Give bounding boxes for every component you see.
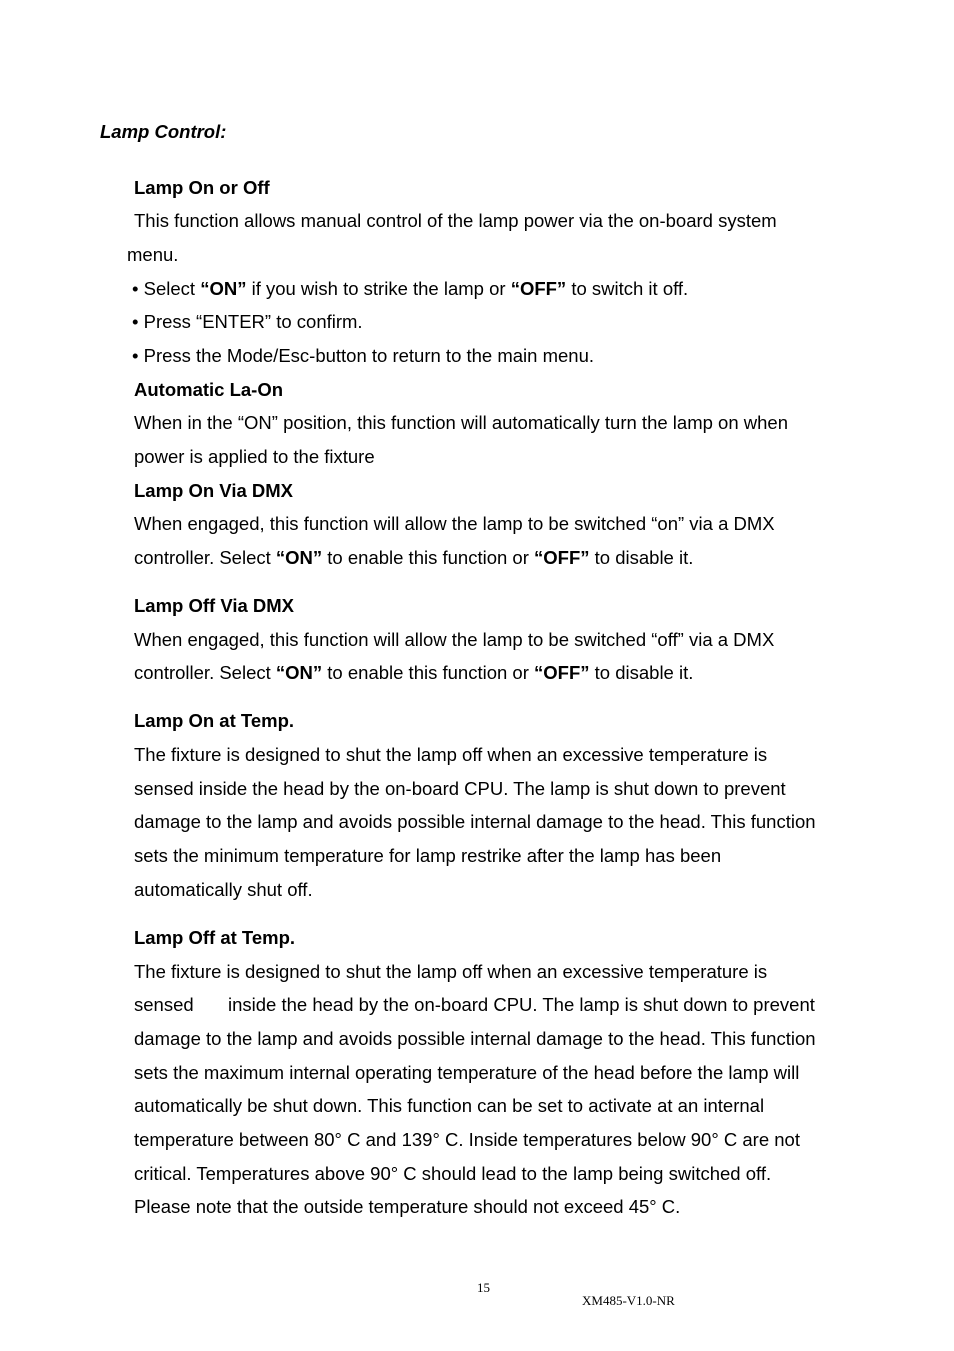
on-keyword: “ON” [275,662,323,683]
text-fragment: controller. Select [134,662,276,683]
heading-automatic-la-on: Automatic La-On [134,379,284,400]
bullet-mode: • Press the Mode/Esc-button to return to the main menu. [132,345,595,366]
section-title: Lamp Control: [100,121,227,142]
text-line: sensed inside the head by the on-board CPU. The lamp is shut down to prevent [134,778,786,799]
heading-lamp-off-dmx: Lamp Off Via DMX [134,595,295,616]
text-fragment: • Select [132,278,201,299]
text-line: sets the maximum internal operating temperature of the head before the lamp will [134,1062,800,1083]
text-line: automatically shut off. [134,879,313,900]
bullet-enter: • Press “ENTER” to confirm. [132,311,363,332]
heading-lamp-on-off: Lamp On or Off [134,177,270,198]
text-fragment: to enable this function or [322,662,535,683]
text-line: This function allows manual control of the lamp power via the on-board system [134,210,777,231]
text-line: The fixture is designed to shut the lamp off when an excessive temperature is [134,744,768,765]
text-line: damage to the lamp and avoids possible internal damage to the head. This function [134,811,816,832]
heading-lamp-on-temp: Lamp On at Temp. [134,710,295,731]
text-line: inside the head by the on-board CPU. The lamp is shut down to prevent [228,994,815,1015]
text-line: temperature between 80° C and 139° C. Inside temperatures below 90° C are not [134,1129,800,1150]
bullet-select [132,278,688,300]
text-fragment: to disable it. [589,547,694,568]
heading-lamp-on-dmx: Lamp On Via DMX [134,480,293,501]
text-line: sets the minimum temperature for lamp restrike after the lamp has been [134,845,722,866]
off-keyword: “OFF” [534,662,590,683]
text-line: When engaged, this function will allow the lamp to be switched “off” via a DMX [134,629,775,650]
text-line: Please note that the outside temperature should not exceed 45° C. [134,1196,681,1217]
text-fragment: if you wish to strike the lamp or [246,278,511,299]
page-number: 15 [477,1280,490,1295]
text-line [134,547,693,569]
text-line: When engaged, this function will allow the lamp to be switched “on” via a DMX [134,513,775,534]
text-line [134,662,693,684]
on-keyword: “ON” [200,278,247,299]
text-line: sensed [134,994,194,1015]
text-line: critical. Temperatures above 90° C should lead to the lamp being switched off. [134,1163,772,1184]
text-line: automatically be shut down. This function can be set to activate at an internal [134,1095,765,1116]
text-fragment: to disable it. [589,662,694,683]
text-fragment: to enable this function or [322,547,535,568]
heading-lamp-off-temp: Lamp Off at Temp. [134,927,296,948]
text-line: The fixture is designed to shut the lamp off when an excessive temperature is [134,961,768,982]
document-id: XM485-V1.0-NR [582,1293,675,1308]
text-line: power is applied to the fixture [134,446,375,467]
text-line: When in the “ON” position, this function will automatically turn the lamp on when [134,412,788,433]
off-keyword: “OFF” [534,547,590,568]
text-fragment: controller. Select [134,547,276,568]
on-keyword: “ON” [275,547,323,568]
text-line: damage to the lamp and avoids possible internal damage to the head. This function [134,1028,816,1049]
text-fragment: to switch it off. [566,278,689,299]
off-keyword: “OFF” [510,278,567,299]
text-line: menu. [127,244,179,265]
